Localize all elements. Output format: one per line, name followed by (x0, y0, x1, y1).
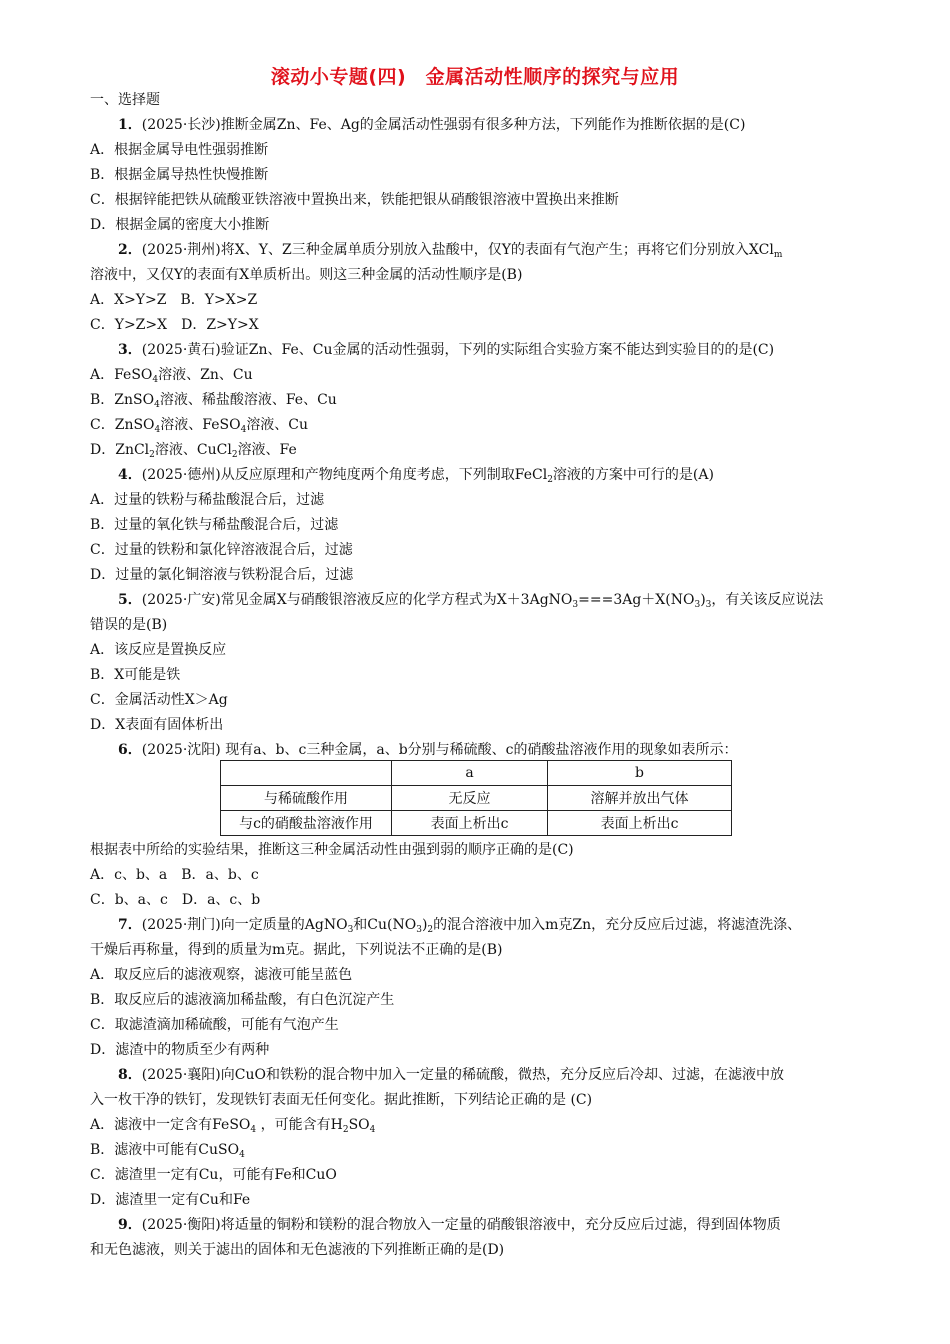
table-cell: 表面上析出c (392, 811, 548, 836)
table-row (221, 786, 732, 811)
table-cell (221, 761, 392, 786)
table-cell: b (548, 761, 732, 786)
question-4-stem: 4．(2025·德州)从反应原理和产物纯度两个角度考虑，下列制取FeCl$_2$溶液的方案中可行的是(A) (118, 467, 714, 485)
question-number: 9． (118, 1217, 142, 1233)
table-row (221, 811, 732, 836)
section-heading: 一、选择题 (90, 92, 160, 108)
question-number: 1． (118, 117, 142, 133)
option-a: A．根据金属导电性强弱推断 (90, 142, 269, 158)
question-5-stem-cont: 错误的是(B) (90, 617, 168, 633)
results-table (220, 760, 732, 836)
question-text: (2025·黄石)验证Zn、Fe、Cu金属的活动性强弱，下列的实际组合实验方案不能达到实验目的的是(C) (141, 342, 775, 358)
option-d: D．根据金属的密度大小推断 (90, 217, 270, 233)
option-a: A．该反应是置换反应 (90, 642, 227, 658)
options-ab: A．X>Y>Z B．Y>X>Z (90, 292, 258, 308)
options-cd: C．b、a、c D．a、c、b (90, 892, 261, 908)
question-8-stem-cont: 入一枚干净的铁钉，发现铁钉表面无任何变化。据此推断，下列结论正确的是 (C) (90, 1092, 593, 1108)
option-c: C．金属活动性X＞Ag (90, 692, 228, 708)
page-title: 滚动小专题(四) 金属活动性顺序的探究与应用 (270, 66, 680, 88)
option-d: D．滤渣里一定有Cu和Fe (90, 1192, 251, 1208)
options-cd: C．Y>Z>X D．Z>Y>X (90, 317, 259, 333)
option-b: B．取反应后的滤液滴加稀盐酸，有白色沉淀产生 (90, 992, 395, 1008)
question-3-stem (118, 341, 774, 359)
option-d: D．ZnCl$_2$溶液、CuCl$_2$溶液、Fe (90, 442, 297, 460)
table-cell: 与稀硫酸作用 (221, 786, 392, 811)
option-d: D．X表面有固体析出 (90, 717, 224, 733)
question-5-stem: 5．(2025·广安)常见金属X与硝酸银溶液反应的化学方程式为$X+3AgNO_3===3Ag+X(NO_3)_3$，有关该反应说法 (118, 592, 824, 610)
question-9-stem: 9．(2025·衡阳)将适量的铜粉和镁粉的混合物放入一定量的硝酸银溶液中，充分反应后过滤，得到固体物质 (118, 1217, 781, 1233)
table-cell: 无反应 (392, 786, 548, 811)
option-c: C．滤渣里一定有Cu，可能有Fe和CuO (90, 1167, 337, 1183)
option-b: B．滤液中可能有CuSO$_4$ (90, 1142, 245, 1160)
question-number: 5． (118, 592, 142, 608)
question-number: 2． (118, 242, 142, 258)
question-8-stem: 8．(2025·襄阳)向CuO和铁粉的混合物中加入一定量的稀硫酸，微热，充分反应后冷却、过滤，在滤液中放 (118, 1067, 784, 1083)
options-ab: A．c、b、a B．a、b、c (90, 867, 259, 883)
question-number: 6． (118, 742, 142, 758)
question-7-stem: 7．(2025·荆门)向一定质量的AgNO$_3$和$Cu(NO_3)_2$的混合溶液中加入m克Zn，充分反应后过滤，将滤渣洗涤、 (118, 917, 802, 935)
question-text: (2025·长沙)推断金属Zn、Fe、Ag的金属活动性强弱有很多种方法，下列能作为推断依据的是(C) (141, 117, 746, 133)
question-text: (2025·荆州)将X、Y、Z三种金属单质分别放入盐酸中，仅Y的表面有气泡产生；再将它们分别放入XCl (141, 242, 774, 258)
question-number: 8． (118, 1067, 142, 1083)
option-b: B．ZnSO$_4$溶液、稀盐酸溶液、Fe、Cu (90, 392, 337, 410)
question-9-stem-cont: 和无色滤液，则关于滤出的固体和无色滤液的下列推断正确的是(D) (90, 1242, 505, 1258)
option-d: D．滤渣中的物质至少有两种 (90, 1042, 270, 1058)
question-6-stem: 6．(2025·沈阳) 现有a、b、c三种金属，a、b分别与稀硫酸、c的硝酸盐溶液作用的现象如表所示： (118, 742, 738, 758)
question-7-stem-cont: 干燥后再称量，得到的质量为m克。据此，下列说法不正确的是(B) (90, 942, 503, 958)
table-cell: 与c的硝酸盐溶液作用 (221, 811, 392, 836)
table-cell: a (392, 761, 548, 786)
option-c: C．根据锌能把铁从硫酸亚铁溶液中置换出来，铁能把银从硝酸银溶液中置换出来推断 (90, 192, 619, 208)
option-c: C．ZnSO$_4$溶液、FeSO$_4$溶液、Cu (90, 417, 309, 435)
question-number: 4． (118, 467, 142, 483)
option-a: A．过量的铁粉与稀盐酸混合后，过滤 (90, 492, 325, 508)
option-c: C．取滤渣滴加稀硫酸，可能有气泡产生 (90, 1017, 339, 1033)
option-a: A．取反应后的滤液观察，滤液可能呈蓝色 (90, 967, 353, 983)
table-cell: 表面上析出c (548, 811, 732, 836)
option-b: B．根据金属导热性快慢推断 (90, 167, 269, 183)
question-2-stem-cont: 溶液中，又仅Y的表面有X单质析出。则这三种金属的活动性顺序是(B) (90, 267, 523, 283)
option-a: A．滤液中一定含有FeSO$_4$ ，可能含有$H_2SO_4$ (90, 1117, 376, 1135)
question-6-followup: 根据表中所给的实验结果，推断这三种金属活动性由强到弱的顺序正确的是(C) (90, 842, 574, 858)
question-number: 7． (118, 917, 142, 933)
table-cell: 溶解并放出气体 (548, 786, 732, 811)
option-d: D．过量的氯化铜溶液与铁粉混合后，过滤 (90, 567, 354, 583)
option-c: C．过量的铁粉和氯化锌溶液混合后，过滤 (90, 542, 353, 558)
table-header-row (221, 761, 732, 786)
question-2-stem (118, 241, 782, 264)
option-a: A．FeSO$_4$溶液、Zn、Cu (90, 367, 253, 385)
option-b: B．X可能是铁 (90, 667, 181, 683)
question-1-stem (118, 116, 745, 134)
option-b: B．过量的氧化铁与稀盐酸混合后，过滤 (90, 517, 339, 533)
subscript: m (773, 250, 783, 260)
question-number: 3． (118, 342, 142, 358)
